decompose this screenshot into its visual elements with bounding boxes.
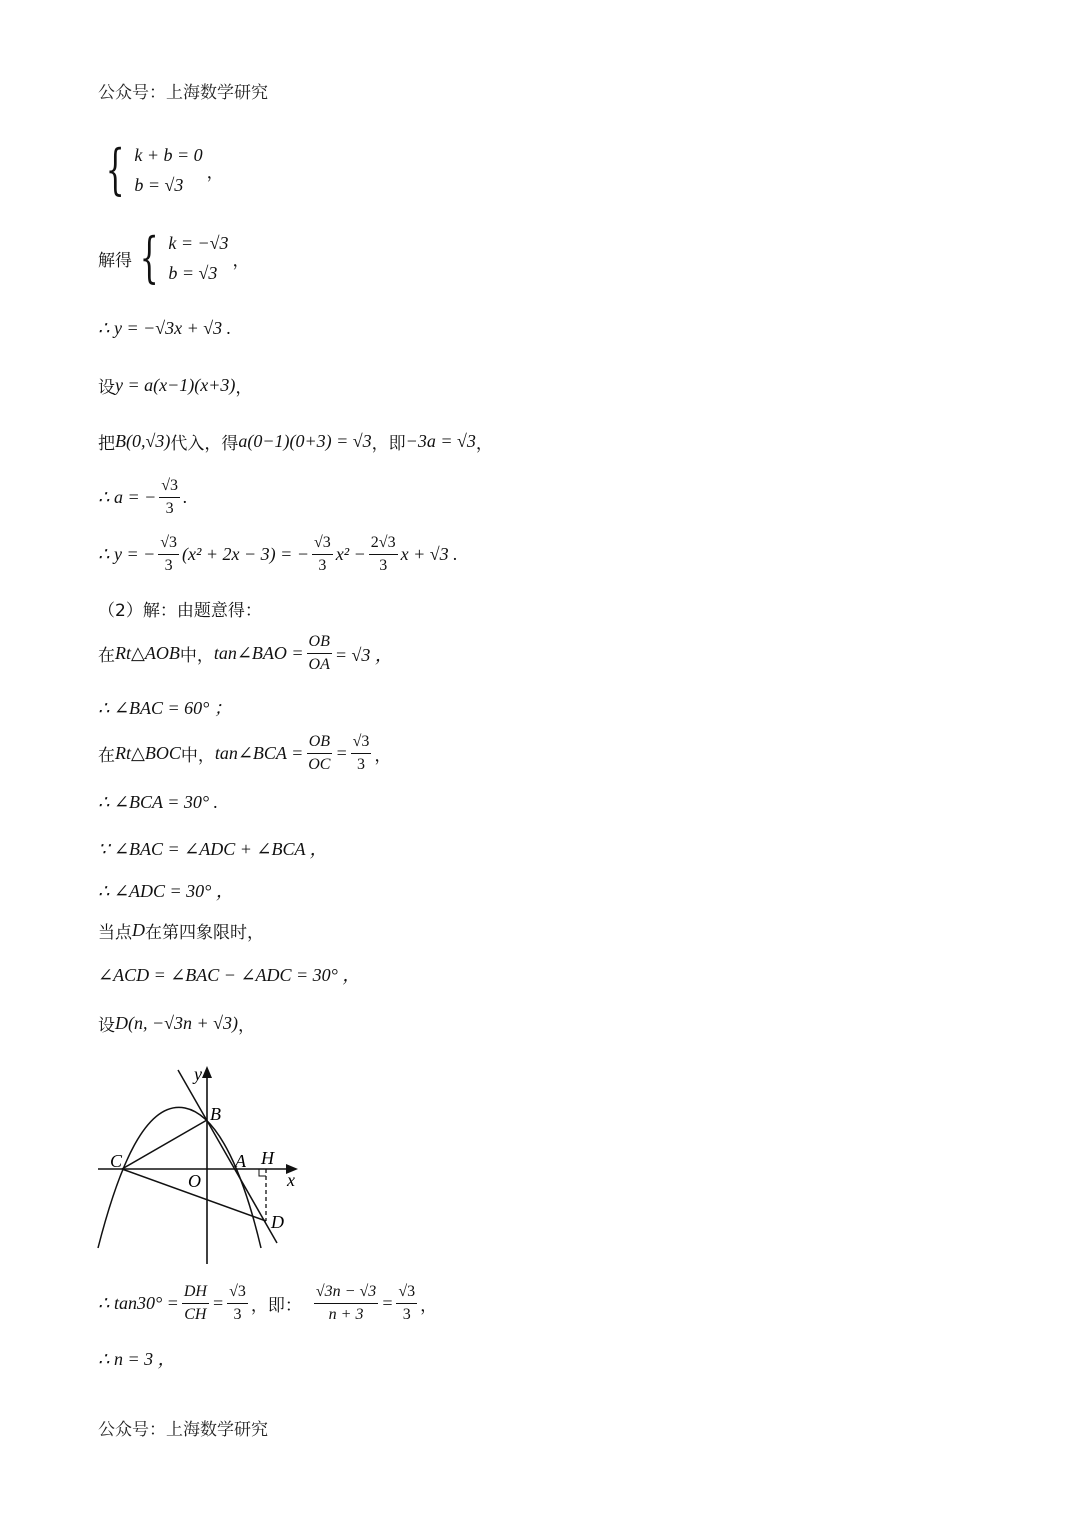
line-angle-adc: ∴ ∠ADC = 30° ， — [98, 881, 234, 901]
sys1-tail: ， — [206, 162, 224, 183]
fraction: $\frac{OB}{OC}$ — [308, 733, 331, 773]
math: −3a = √3 — [405, 431, 476, 451]
fraction: $\frac{√3}{3}$ — [229, 1283, 246, 1323]
line-quadrant — [98, 918, 264, 943]
sys1-row1: k + b = 0 — [134, 145, 203, 165]
page-header: 公众号：上海数学研究 — [98, 83, 268, 103]
line-tan30 — [98, 1282, 437, 1325]
line-tan-bca — [98, 732, 391, 775]
text: 中， — [179, 646, 214, 666]
math: ∴ tan30° = — [98, 1293, 179, 1313]
math: x² − — [335, 544, 366, 564]
label-d: D — [271, 1212, 284, 1232]
math: tan∠BCA = — [214, 743, 304, 763]
line-substitute-b — [98, 429, 493, 454]
line-angle-sum: ∵ ∠BAC = ∠ADC + ∠BCA ， — [98, 839, 328, 859]
math: tan∠BAO = — [213, 643, 304, 663]
line-a-value — [98, 476, 188, 519]
text: ， — [235, 378, 253, 398]
math: = — [381, 1293, 394, 1313]
line-n-value: ∴ n = 3 ， — [98, 1349, 176, 1369]
math: (x² + 2x − 3) = − — [182, 544, 309, 564]
math: D(n, −√3n + √3) — [115, 1013, 239, 1033]
math: ∴ a = − — [98, 487, 157, 507]
text: 设 — [98, 378, 115, 398]
label-a: A — [235, 1151, 246, 1171]
text: ， — [420, 1296, 438, 1316]
label-b: B — [210, 1104, 221, 1124]
math: = — [335, 743, 348, 763]
text: ， — [238, 1016, 256, 1036]
y-axis-arrow-icon — [202, 1066, 212, 1078]
fraction: $\frac{√3n - √3}{n + 3}$ — [315, 1283, 377, 1323]
math: . — [183, 487, 188, 507]
text: 代入，得 — [170, 434, 239, 454]
equation-system-1 — [98, 140, 224, 200]
label-x: x — [287, 1170, 295, 1190]
math: B(0,√3) — [115, 431, 171, 451]
sys2-row1: k = −√3 — [168, 233, 229, 253]
solve-prefix: 解得 — [98, 250, 132, 271]
math: y = a(x−1)(x+3) — [115, 375, 236, 395]
math: x + √3 . — [400, 544, 458, 564]
text: ， — [374, 746, 392, 766]
text: ， — [475, 434, 493, 454]
text: ，即 — [371, 434, 406, 454]
label-y: y — [194, 1064, 202, 1084]
fraction: $\frac{√3}{3}$ — [352, 733, 370, 773]
text: 当点 — [98, 923, 132, 943]
sys2-row2: b = √3 — [168, 263, 218, 283]
label-o: O — [188, 1171, 201, 1191]
text: 在第四象限时， — [145, 923, 264, 943]
math: ∴ y = − — [98, 544, 156, 564]
math: D — [132, 920, 145, 940]
fraction: $\frac{√3}{3}$ — [160, 534, 178, 574]
line-linear-function: ∴ y = −√3x + √3 . — [98, 318, 232, 338]
label-h: H — [261, 1148, 274, 1168]
fraction: $\frac{√3}{3}$ — [313, 534, 331, 574]
fraction: $\frac{DH}{CH}$ — [183, 1283, 207, 1323]
fraction: $\frac{√3}{3}$ — [161, 477, 179, 517]
line-tan-bao — [98, 632, 393, 675]
fraction: $\frac{OB}{OA}$ — [308, 633, 330, 673]
text: ，即： — [250, 1296, 302, 1316]
math: Rt△BOC — [115, 743, 181, 763]
fraction: $\frac{√3}{3}$ — [398, 1283, 416, 1323]
text: 设 — [98, 1016, 115, 1036]
parabola-curve — [98, 1107, 261, 1248]
equation-system-2 — [98, 228, 250, 288]
sys2-tail: ， — [232, 250, 250, 271]
line-angle-acd: ∠ACD = ∠BAC − ∠ADC = 30° ， — [98, 965, 361, 985]
line-parabola-expanded — [98, 533, 458, 576]
right-angle-icon — [259, 1169, 266, 1176]
left-brace-icon: { — [105, 138, 125, 201]
text: 中， — [180, 746, 215, 766]
page-footer: 公众号：上海数学研究 — [98, 1420, 268, 1440]
math: a(0−1)(0+3) = √3 — [238, 431, 372, 451]
text: 在 — [98, 646, 115, 666]
line-set-parabola — [98, 373, 252, 398]
line-set-d — [98, 1011, 255, 1036]
math: = — [211, 1293, 225, 1313]
math: Rt△AOB — [115, 643, 180, 663]
text: 在 — [98, 746, 115, 766]
line-angle-bac: ∴ ∠BAC = 60° ； — [98, 698, 232, 718]
label-c: C — [110, 1151, 123, 1171]
math: = √3 ， — [334, 644, 393, 665]
sys1-row2: b = √3 — [134, 175, 184, 195]
text: 把 — [98, 434, 115, 454]
geometry-figure — [90, 1060, 320, 1270]
line-part2: （2）解：由题意得： — [98, 601, 262, 621]
fraction: $\frac{2√3}{3}$ — [370, 534, 396, 574]
left-brace-icon: { — [139, 226, 159, 289]
line-angle-bca: ∴ ∠BCA = 30° . — [98, 792, 219, 812]
